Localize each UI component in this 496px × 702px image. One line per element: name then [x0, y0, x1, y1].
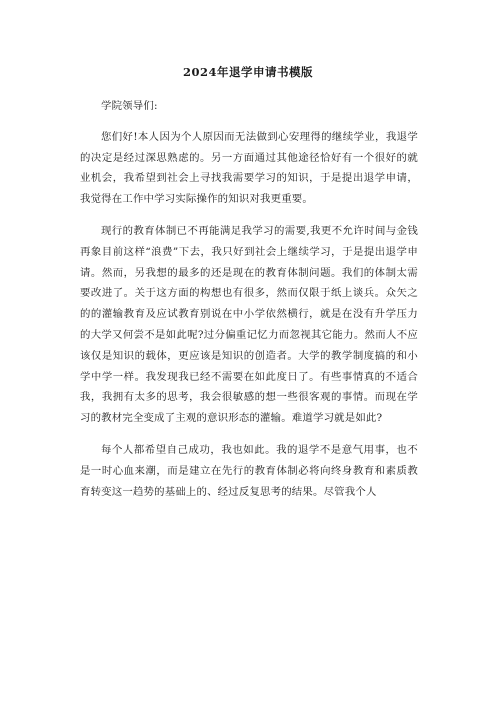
paragraph-1: 您们好!本人因为个人原因而无法做到心安理得的继续学业，我退学的决定是经过深思熟虑的。另一方面通过其他途径恰好有一个很好的就业机会，我希望到社会上寻找我需要学习的知识，于是提出退学申请，我觉得在工作中学习实际操作的知识对我更重要。: [80, 130, 418, 206]
paragraph-2: 现行的教育体制已不再能满足我学习的需要,我更不允许时间与金钱再象目前这样“浪费”下去，我只好到社会上继续学习，于是提出退学申请。然而，另我想的最多的还是现在的教育体制问题。我们的体制太需要改进了。关于这方面的构想也有很多，然而仅限于纸上谈兵。众矢之的的灌输教育及应试教育别说在中小学依然横行，就是在没有升学压力的大学又何尝不是如此呢?过分偏重记忆力而忽视其它能力。然而人不应该仅是知识的载体，更应该是知识的创造者。大学的教学制度搞的和小学中学一样。我发现我已经不需要在如此度日了。有些事情真的不适合我，我拥有太多的思考，我会很敏感的想一些很客观的事情。而现在学习的教材完全变成了主观的意识形态的灌输。难道学习就是如此?: [80, 224, 418, 425]
paragraph-3: 每个人都希望自己成功，我也如此。我的退学不是意气用事，也不是一时心血来潮，而是建立在先行的教育体制必将向终身教育和素质教育转变这一趋势的基础上的、经过反复思考的结果。尽管我个人: [80, 443, 418, 498]
document-body: [80, 96, 418, 513]
greeting: 学院领导们:: [101, 100, 158, 112]
document-title: 2024年退学申请书模版: [182, 65, 313, 79]
